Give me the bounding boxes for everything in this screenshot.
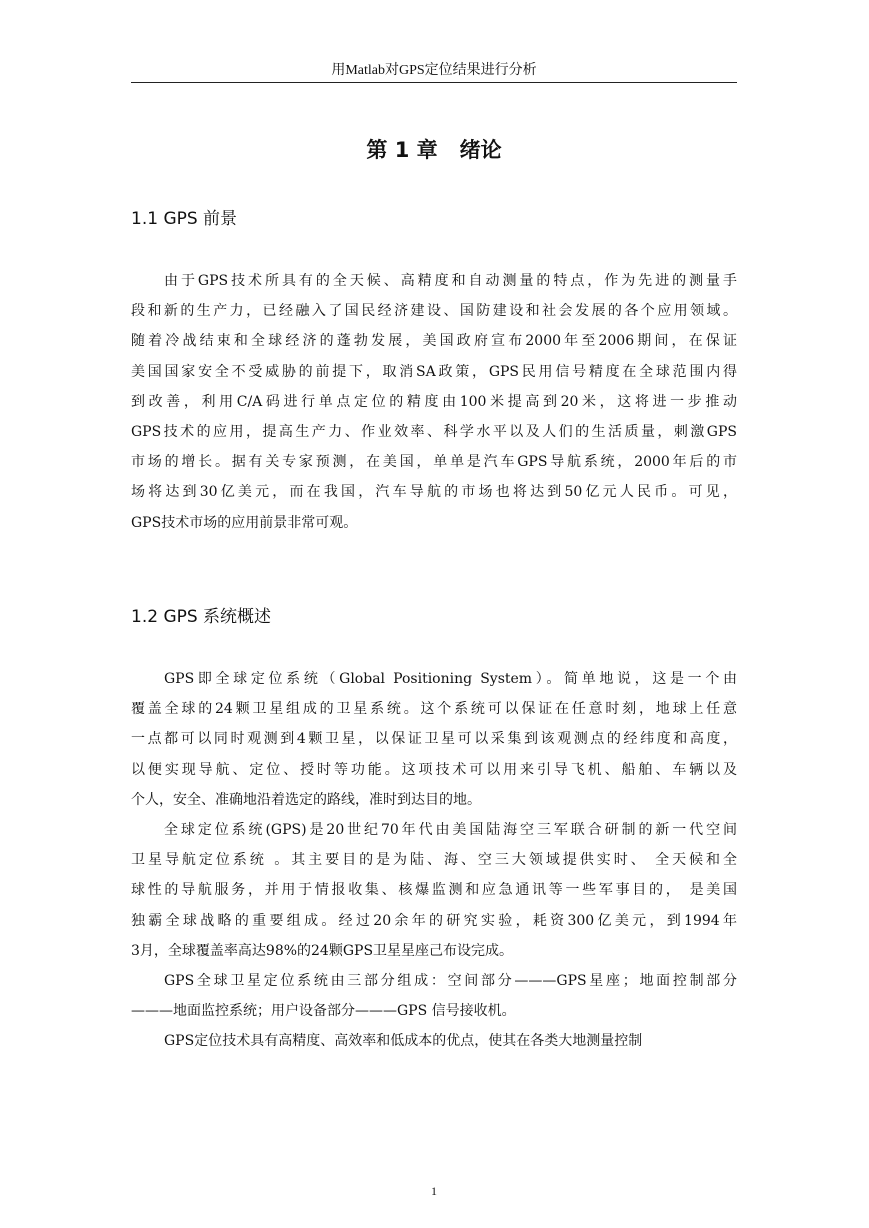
text-line: GPS即全球定位系统（Global Positioning System）。简单地说，这是一个由 bbox=[164, 671, 737, 687]
header-rule bbox=[131, 82, 737, 83]
text-line: 到改善，利用C/A码进行单点定位的精度由100米提高到20米，这将进一步推动 bbox=[131, 393, 737, 410]
text-line: 个人，安全、准确地沿着选定的路线，准时到达目的地。 bbox=[131, 791, 481, 808]
text-line: ———地面监控系统；用户设备部分———GPS 信号接收机。 bbox=[131, 1003, 516, 1020]
text-line: GPS技术的应用，提高生产力、作业效率、科学水平以及人们的生活质量，刺激GPS bbox=[131, 423, 737, 440]
text-line: 全球定位系统(GPS)是20世纪70年代由美国陆海空三军联合研制的新一代空间 bbox=[164, 821, 737, 838]
text-line: 美国国家安全不受威胁的前提下，取消SA政策，GPS民用信号精度在全球范围内得 bbox=[131, 363, 737, 380]
text-line: 段和新的生产力，已经融入了国民经济建设、国防建设和社会发展的各个应用领域。 bbox=[131, 303, 737, 320]
text-line: 球性的导航服务，并用于情报收集、核爆监测和应急通讯等一些军事目的， 是美国 bbox=[131, 882, 737, 899]
text-line: 独霸全球战略的重要组成。经过20余年的研究实验，耗资300亿美元，到1994年 bbox=[131, 912, 737, 929]
text-line: 以便实现导航、定位、授时等功能。这项技术可以用来引导飞机、船舶、车辆以及 bbox=[131, 761, 737, 778]
text-line: 场将达到30亿美元，而在我国，汽车导航的市场也将达到50亿元人民币。可见， bbox=[131, 484, 737, 501]
page-number: 1 bbox=[431, 1184, 437, 1198]
text-line: 3月，全球覆盖率高达98%的24颗GPS卫星星座己布设完成。 bbox=[131, 942, 514, 959]
section-heading-1-2: 1.2 GPS 系统概述 bbox=[131, 607, 272, 627]
text-line: 由于GPS技术所具有的全天候、高精度和自动测量的特点，作为先进的测量手 bbox=[164, 273, 737, 289]
section-heading-1-1: 1.1 GPS 前景 bbox=[131, 209, 238, 229]
text-line: 一点都可以同时观测到4颗卫星，以保证卫星可以采集到该观测点的经纬度和高度， bbox=[131, 731, 737, 748]
text-line: GPS定位技术具有高精度、高效率和低成本的优点，使其在各类大地测量控制 bbox=[164, 1033, 643, 1050]
text-line: 市场的增长。据有关专家预测，在美国，单单是汽车GPS导航系统，2000年后的市 bbox=[131, 454, 737, 471]
text-line: GPS全球卫星定位系统由三部分组成：空间部分———GPS星座；地面控制部分 bbox=[164, 972, 737, 989]
text-line: GPS技术市场的应用前景非常可观。 bbox=[131, 514, 358, 531]
paragraph bbox=[131, 664, 737, 1056]
text-line: 覆盖全球的24颗卫星组成的卫星系统。这个系统可以保证在任意时刻，地球上任意 bbox=[131, 701, 737, 718]
text-line: 卫星导航定位系统 。其主要目的是为陆、海、空三大领域提供实时、 全天候和全 bbox=[131, 852, 737, 869]
running-header: 用Matlab对GPS定位结果进行分析 bbox=[331, 63, 537, 78]
chapter-title: 第 1 章 绪论 bbox=[366, 138, 502, 162]
text-line: 随着冷战结束和全球经济的蓬勃发展，美国政府宣布2000年至2006期间，在保证 bbox=[131, 333, 737, 350]
paragraph bbox=[131, 266, 737, 538]
